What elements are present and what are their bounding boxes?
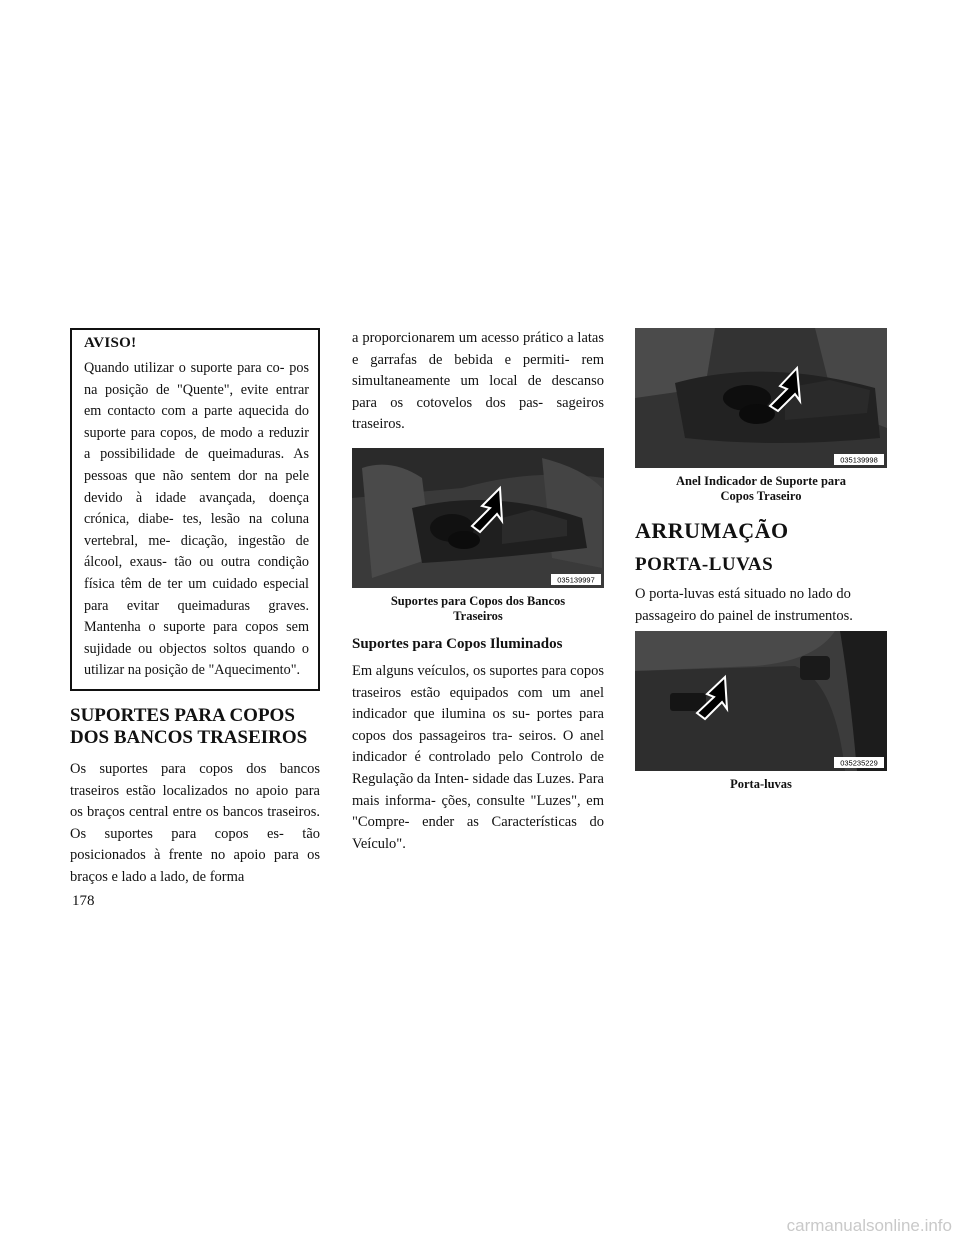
rear-cupholder-ring-photo: [635, 328, 887, 468]
rear-cupholders-heading-line2: DOS BANCOS TRASEIROS: [70, 726, 308, 748]
middle-column: [352, 328, 604, 855]
rear-cupholders-heading: [70, 705, 320, 749]
rear-cupholders-heading-line1: SUPORTES PARA COPOS: [70, 704, 295, 726]
warning-text: Quando utilizar o suporte para co- pos na posição de "Quente", evite entrar em contacto com a parte aquecida do suporte para copos, de modo a reduzir a possibilidade de queimaduras. As pessoas que não sentem dor na pele devido à idade avançada, doença crónica, diabe- tes, lesão na coluna vertebral, me- dicação, ingestão de álcool, exaus- tão ou outra condição física têm de ter um cuidado especial para evitar queimaduras graves. Mantenha o suporte para copos sem sujidade ou objectos soltos quando o utilizar na posição de "Aquecimento".: [84, 360, 309, 679]
storage-heading: ARRUMAÇÃO: [635, 518, 789, 543]
figure-rear-cupholders: [352, 448, 604, 624]
figure-caption-2: [635, 474, 887, 504]
right-column: [635, 328, 887, 792]
rear-cupholders-text-1: Os suportes para copos dos bancos traseiros estão localizados no apoio para os braços central entre os bancos traseiros. Os suportes para copos es- tão posicionados à frente no apoio para os braços e lado a lado, de forma: [70, 760, 320, 885]
rear-armrest-cupholder-photo: [352, 448, 604, 588]
rear-cupholders-text-2: a proporcionarem um acesso prático a latas e garrafas de bebida e permiti- rem simultaneamente um local de descanso para os cotovelos dos pas- sageiros traseiros.: [352, 330, 604, 433]
page-number: 178: [72, 893, 95, 909]
figure-caption-1: [352, 594, 604, 624]
figure-cupholder-ring: [635, 328, 887, 504]
watermark: carmanualsonline.info: [786, 1216, 952, 1235]
left-column: [70, 328, 320, 888]
glove-box-photo: [635, 631, 887, 771]
figure-caption-2-line2: Copos Traseiro: [720, 489, 802, 503]
illuminated-text: Em alguns veículos, os suportes para copos traseiros estão equipados com um anel indicador que ilumina os su- portes para copos dos passageiros tra- seiros. O anel indicador é controlado pelo Controlo de Regulação da Inten- sidade das Luzes. Para mais informa- ções, consulte "Luzes", em "Compre- ender as Características do Veículo".: [352, 662, 604, 852]
illuminated-heading: Suportes para Copos Iluminados: [352, 635, 563, 652]
figure-caption-1-line1: Suportes para Copos dos Bancos: [390, 593, 566, 608]
figure-code-2: 035139998: [840, 455, 878, 465]
figure-caption-2-line1: Anel Indicador de Suporte para: [676, 474, 846, 488]
figure-caption-1-line2: Traseiros: [453, 608, 503, 623]
figure-caption-3: Porta-luvas: [730, 777, 792, 792]
glove-box-heading: PORTA-LUVAS: [635, 554, 774, 575]
warning-box: [70, 328, 320, 691]
figure-code-3: 035235229: [840, 758, 878, 768]
figure-glove-box: [635, 631, 887, 792]
glove-box-text: O porta-luvas está situado no lado do passageiro do painel de instrumentos.: [635, 586, 853, 624]
warning-title: AVISO!: [84, 335, 137, 351]
figure-code-1: 035139997: [557, 575, 595, 585]
